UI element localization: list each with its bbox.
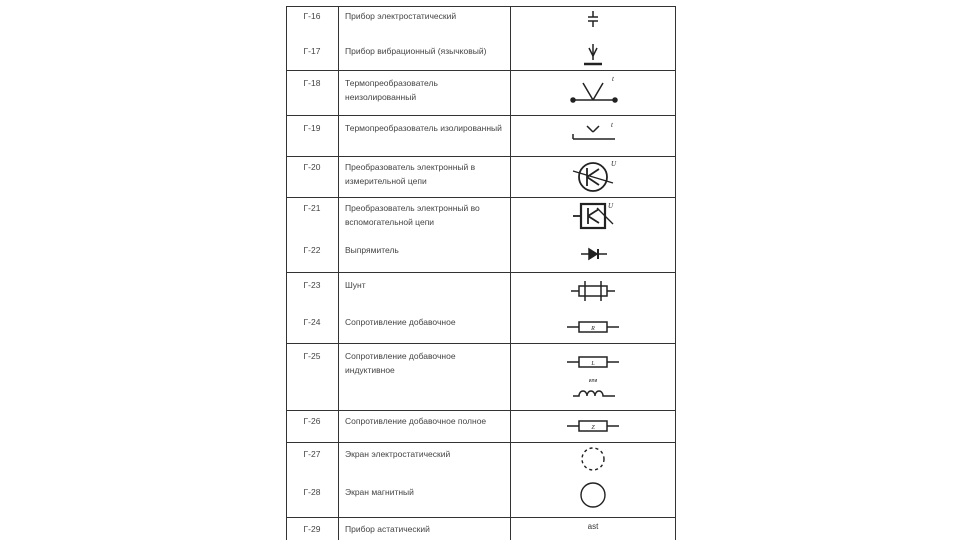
resistor-r-label: R bbox=[591, 326, 595, 332]
row-code: Г-22 bbox=[303, 245, 321, 255]
thermo-insulated-symbol bbox=[511, 116, 675, 156]
table-row bbox=[286, 157, 676, 198]
electrostatic-screen-icon bbox=[582, 448, 604, 470]
row-name: Выпрямитель bbox=[345, 245, 399, 255]
electronic-label: U bbox=[611, 160, 617, 168]
row-name: Прибор электростатический bbox=[345, 11, 457, 21]
electronic-converter-measuring-symbol bbox=[511, 157, 675, 197]
row-name: Преобразователь электронный в измерительной цепи bbox=[345, 162, 476, 186]
row-name: Сопротивление добавочное полное bbox=[345, 416, 487, 426]
rectifier-symbol bbox=[581, 249, 607, 259]
row-name: Сопротивление добавочное индуктивное bbox=[345, 351, 456, 375]
table-row bbox=[286, 116, 676, 157]
magnetic-screen-icon bbox=[581, 483, 605, 507]
row-name: Термопреобразователь изолированный bbox=[345, 123, 502, 133]
row-name: Прибор вибрационный (язычковый) bbox=[345, 46, 487, 56]
row-code: Г-18 bbox=[303, 78, 321, 88]
table-row bbox=[286, 518, 676, 540]
row-code: Г-20 bbox=[303, 162, 321, 172]
row-code: Г-26 bbox=[303, 416, 321, 426]
row-code: Г-23 bbox=[303, 280, 321, 290]
electronic-converter-auxiliary-symbol bbox=[511, 198, 675, 272]
resistor-z-label: Z bbox=[591, 425, 595, 431]
resistor-full-symbol bbox=[511, 411, 675, 442]
resistor-inductive-symbol bbox=[511, 344, 675, 410]
thermo-label: t bbox=[611, 121, 613, 129]
row-name: Экран электростатический bbox=[345, 449, 451, 459]
thermo-uninsulated-symbol bbox=[511, 71, 675, 115]
row-name: Сопротивление добавочное bbox=[345, 317, 456, 327]
electronic-label: U bbox=[608, 202, 614, 210]
astatic-label: ast bbox=[587, 522, 599, 531]
table-row bbox=[286, 198, 676, 273]
table-row bbox=[286, 71, 676, 116]
row-name: Термопреобразователь неизолированный bbox=[345, 78, 438, 102]
row-name: Прибор астатический bbox=[345, 524, 430, 534]
table-row bbox=[286, 344, 676, 411]
shunt-symbol bbox=[511, 273, 675, 343]
table-row bbox=[286, 273, 676, 344]
row-code: Г-29 bbox=[303, 524, 321, 534]
symbol-table bbox=[286, 6, 676, 540]
row-name: Преобразователь электронный во вспомогательной цепи bbox=[345, 203, 480, 227]
row-name: Шунт bbox=[345, 280, 366, 290]
row-name: Экран магнитный bbox=[345, 487, 414, 497]
inductive-sub-label: или bbox=[588, 378, 598, 384]
inductor-coil-icon bbox=[573, 391, 615, 396]
resistor-l-label: L bbox=[591, 361, 595, 367]
row-code: Г-27 bbox=[303, 449, 321, 459]
row-code: Г-28 bbox=[303, 487, 321, 497]
row-code: Г-25 bbox=[303, 351, 321, 361]
screen-symbols bbox=[511, 443, 675, 517]
table-row bbox=[286, 411, 676, 443]
table-row bbox=[286, 6, 676, 71]
row-code: Г-21 bbox=[303, 203, 321, 213]
table-row bbox=[286, 443, 676, 518]
electrostatic-instrument-symbol bbox=[511, 8, 675, 70]
row-code: Г-16 bbox=[303, 11, 321, 21]
row-code: Г-19 bbox=[303, 123, 321, 133]
thermo-label: t bbox=[612, 75, 614, 83]
row-code: Г-17 bbox=[303, 46, 321, 56]
row-code: Г-24 bbox=[303, 317, 321, 327]
